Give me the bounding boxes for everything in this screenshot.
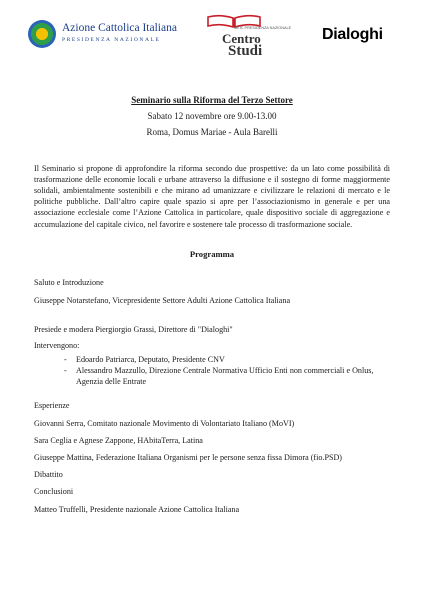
azione-cattolica-subtitle: PRESIDENZA NAZIONALE bbox=[62, 37, 161, 43]
presiede-line: Presiede e modera Piergiorgio Grassi, Direttore di "Dialoghi" bbox=[34, 325, 233, 335]
esperienza-item: Giuseppe Mattina, Federazione Italiana Organismi per le persone senza fissa Dimora (fio.PSD) bbox=[34, 453, 342, 463]
document-body bbox=[34, 95, 390, 515]
seminar-venue: Roma, Domus Mariae - Aula Barelli bbox=[146, 127, 278, 138]
list-item: - Edoardo Patriarca, Deputato, Presidente CNV bbox=[34, 354, 390, 365]
dibattito-label: Dibattito bbox=[34, 470, 63, 480]
esperienza-item: Giovanni Serra, Comitato nazionale Movimento di Volontariato Italiano (MoVI) bbox=[34, 418, 295, 428]
esperienza-item: Sara Ceglia e Agnese Zappone, HAbitaTerra, Latina bbox=[34, 435, 203, 445]
saluto-label: Saluto e Introduzione bbox=[34, 278, 104, 288]
list-item: - Alessandro Mazzullo, Direzione Centrale Normativa Ufficio Enti non commerciali e Onlus, Agenzia delle Entrate bbox=[34, 365, 390, 387]
dialoghi-logo: Dialoghi bbox=[322, 26, 383, 43]
centro-studi-logo bbox=[202, 12, 292, 60]
saluto-speaker: Giuseppe Notarstefano, Vicepresidente Settore Adulti Azione Cattolica Italiana bbox=[34, 296, 291, 306]
seminar-date: Sabato 12 novembre ore 9.00-13.00 bbox=[147, 111, 277, 122]
intervengono-label: Intervengono: bbox=[34, 340, 80, 350]
azione-cattolica-name: Azione Cattolica Italiana bbox=[62, 22, 177, 34]
azione-cattolica-logo bbox=[28, 20, 178, 50]
esperienze-label: Esperienze bbox=[34, 401, 70, 411]
intervengono-list bbox=[34, 354, 390, 388]
intro-paragraph: Il Seminario si propone di approfondire la riforma secondo due prospettive: da un lato come possibilità di trasformazione delle economie locali e urbane attraverso la diffusione e il sostegno di forme maggiormente solidali, ambientalmente sostenibili e che mirano ad umanizzare e civilizzare le relazioni di mercato e le politiche pubbliche. Dall’altro capire quale spazio si apre per l’associazionismo in generale e per una associazione ecclesiale come l’Azione Cattolica in particolare, quale dispositivo sociale di aggregazione e accumulazione del capitale civico, nel favorire e sostenere tale processo di trasformazione sociale. bbox=[34, 163, 390, 229]
programma-heading: Programma bbox=[189, 248, 235, 259]
centro-studi-tagline: MEIC PRESIDENZA NAZIONALE bbox=[234, 26, 292, 30]
centro-studi-line2: Studi bbox=[228, 43, 263, 59]
conclusioni-label: Conclusioni bbox=[34, 487, 74, 497]
azione-cattolica-emblem-icon bbox=[28, 20, 56, 48]
conclusioni-speaker: Matteo Truffelli, Presidente nazionale Azione Cattolica Italiana bbox=[34, 504, 240, 514]
centro-studi-line1: Centro bbox=[222, 31, 261, 46]
seminar-title: Seminario sulla Riforma del Terzo Settore bbox=[131, 95, 293, 105]
